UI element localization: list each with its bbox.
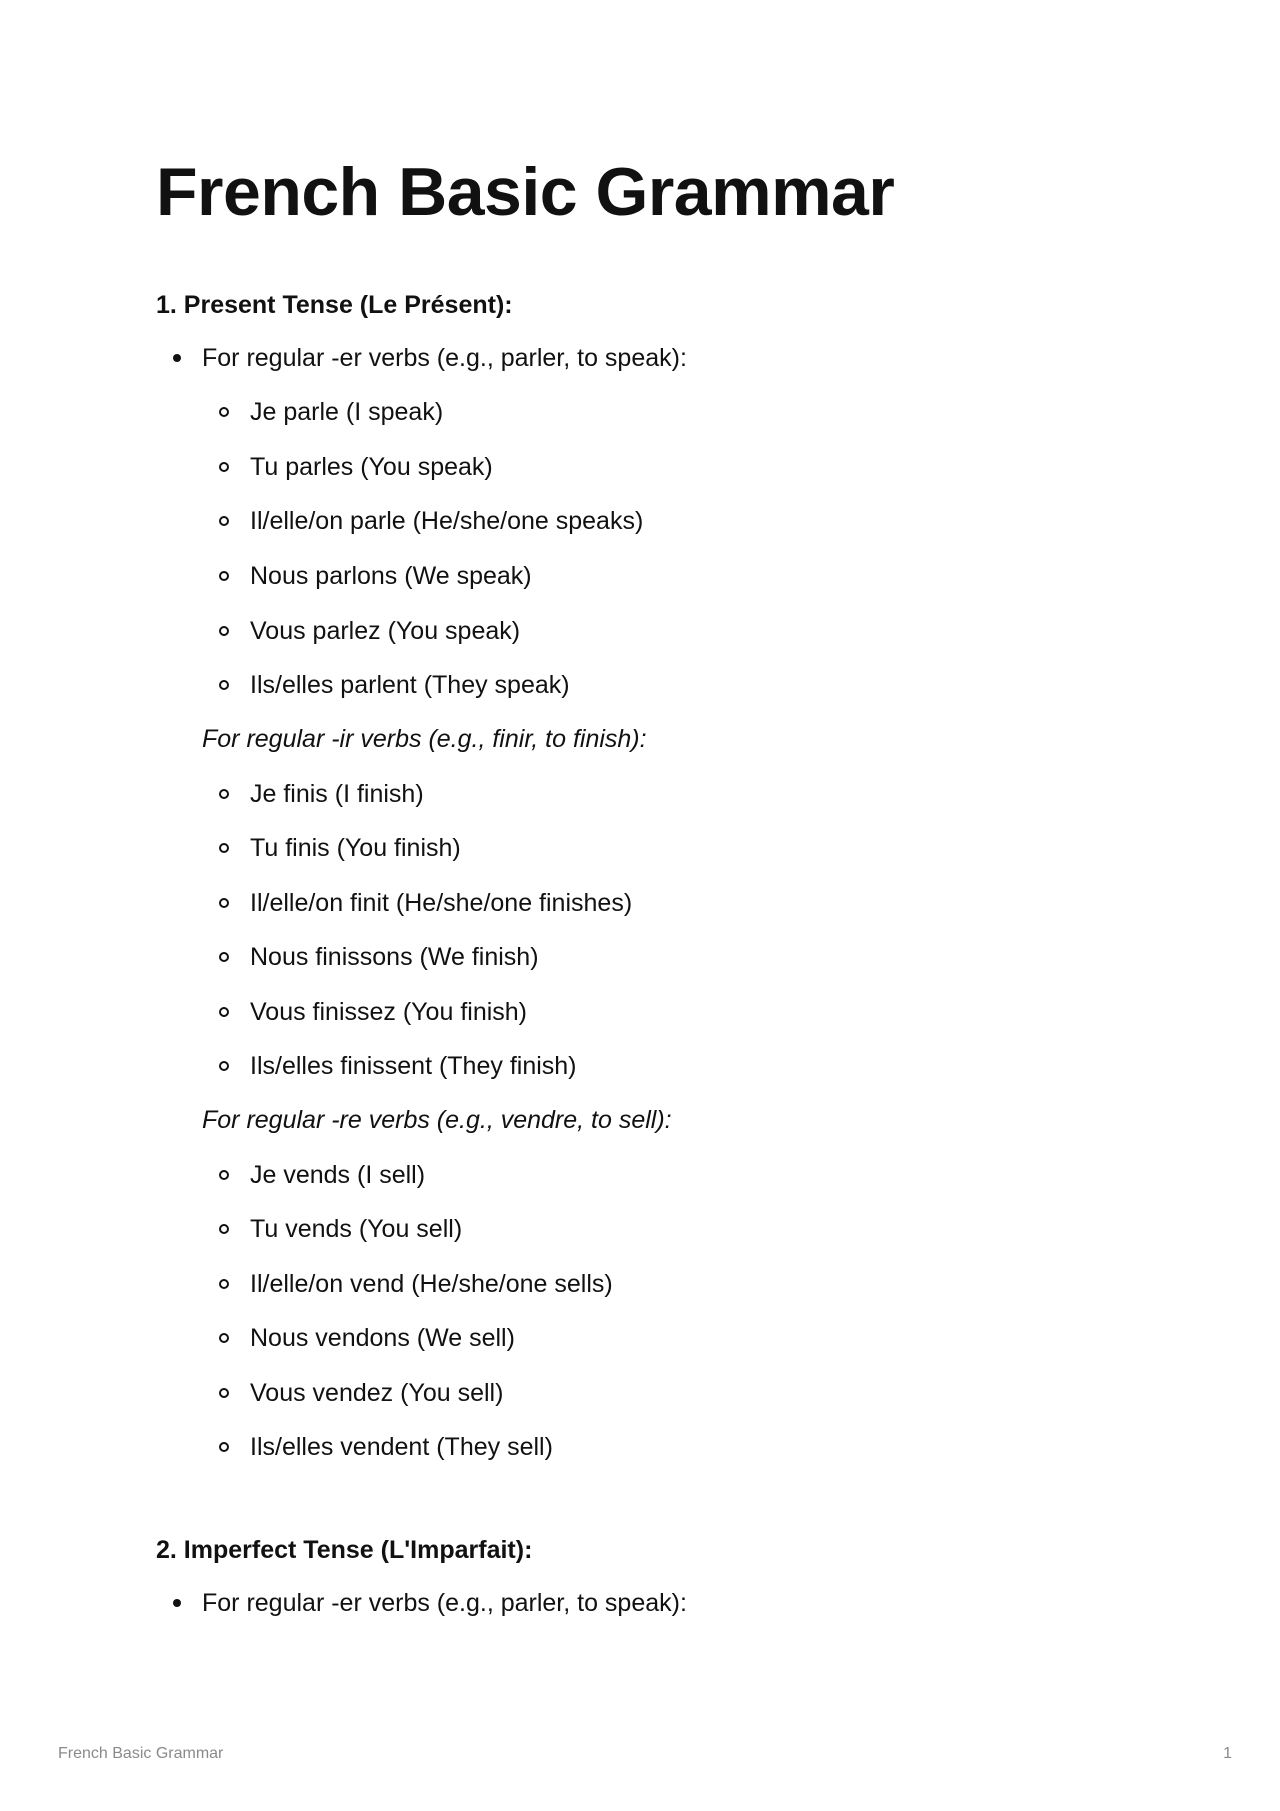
list-item	[202, 1585, 687, 1621]
list-item	[250, 1048, 577, 1084]
list-item	[250, 830, 461, 866]
list-item-text: For regular -er verbs (e.g., parler, to speak):	[202, 1589, 687, 1617]
section-heading: 2. Imperfect Tense (L'Imparfait):	[156, 1536, 533, 1564]
list-item-text: Ils/elles vendent (They sell)	[250, 1433, 553, 1461]
list-item-text: Vous vendez (You sell)	[250, 1379, 504, 1407]
list-item	[250, 1211, 462, 1247]
list-item-text: Vous finissez (You finish)	[250, 998, 528, 1026]
circle-bullet-icon	[219, 462, 229, 472]
circle-bullet-icon	[219, 1007, 229, 1017]
list-item	[250, 939, 539, 975]
list-item-text: Je parle (I speak)	[250, 398, 444, 426]
list-item	[250, 503, 643, 539]
list-item	[250, 1266, 613, 1302]
list-item-text: Ils/elles parlent (They speak)	[250, 671, 570, 699]
list-item	[202, 340, 687, 376]
circle-bullet-icon	[219, 898, 229, 908]
list-item-text: Tu finis (You finish)	[250, 834, 461, 862]
circle-bullet-icon	[219, 843, 229, 853]
circle-bullet-icon	[219, 789, 229, 799]
circle-bullet-icon	[219, 571, 229, 581]
circle-bullet-icon	[219, 516, 229, 526]
footer-document-title: French Basic Grammar	[58, 1745, 224, 1762]
circle-bullet-icon	[219, 1388, 229, 1398]
circle-bullet-icon	[219, 680, 229, 690]
list-item	[250, 776, 424, 812]
list-item	[250, 558, 532, 594]
list-item-text: Nous finissons (We finish)	[250, 943, 539, 971]
group-intro: For regular -ir verbs (e.g., finir, to finish):	[202, 725, 647, 753]
list-item-text: Tu parles (You speak)	[250, 453, 493, 481]
list-item-text: Ils/elles finissent (They finish)	[250, 1052, 577, 1080]
list-item	[250, 667, 570, 703]
list-item-text: Il/elle/on parle (He/she/one speaks)	[250, 507, 644, 535]
bullet-icon	[173, 354, 181, 362]
list-item	[250, 1375, 503, 1411]
circle-bullet-icon	[219, 1333, 229, 1343]
section-heading: 1. Present Tense (Le Présent):	[156, 291, 513, 319]
circle-bullet-icon	[219, 1061, 229, 1071]
list-item-text: Il/elle/on vend (He/she/one sells)	[250, 1270, 613, 1298]
group-intro: For regular -re verbs (e.g., vendre, to sell):	[202, 1106, 672, 1134]
list-item-text: For regular -er verbs (e.g., parler, to speak):	[202, 344, 687, 372]
list-item-text: Tu vends (You sell)	[250, 1215, 463, 1243]
list-item	[250, 1320, 515, 1356]
list-item	[250, 1429, 553, 1465]
list-item-text: Il/elle/on finit (He/she/one finishes)	[250, 889, 633, 917]
list-item-text: Je finis (I finish)	[250, 780, 424, 808]
list-item	[250, 613, 520, 649]
list-item-text: Je vends (I sell)	[250, 1161, 426, 1189]
circle-bullet-icon	[219, 1442, 229, 1452]
list-item	[250, 394, 443, 430]
list-item-text: Vous parlez (You speak)	[250, 617, 521, 645]
circle-bullet-icon	[219, 407, 229, 417]
list-item	[250, 449, 493, 485]
circle-bullet-icon	[219, 1224, 229, 1234]
circle-bullet-icon	[219, 1279, 229, 1289]
list-item	[250, 994, 527, 1030]
list-item-text: Nous parlons (We speak)	[250, 562, 532, 590]
circle-bullet-icon	[219, 952, 229, 962]
circle-bullet-icon	[219, 1170, 229, 1180]
page-number: 1	[1223, 1745, 1232, 1762]
circle-bullet-icon	[219, 626, 229, 636]
page-title: French Basic Grammar	[156, 154, 895, 230]
list-item	[250, 885, 632, 921]
list-item	[250, 1157, 425, 1193]
bullet-icon	[173, 1599, 181, 1607]
list-item-text: Nous vendons (We sell)	[250, 1324, 515, 1352]
